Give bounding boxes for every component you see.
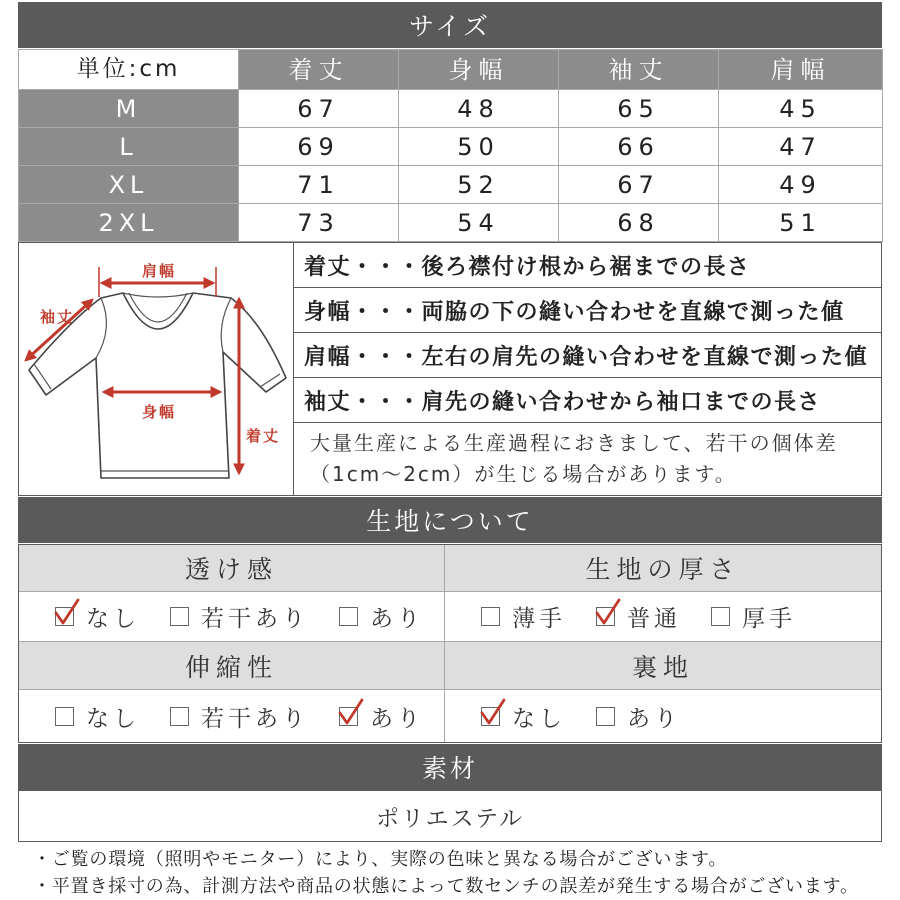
value-body-width: 54 [399, 204, 559, 242]
size-section-title: サイズ [18, 2, 882, 48]
option-label: なし [86, 705, 140, 732]
value-length: 71 [239, 166, 399, 204]
material-value: ポリエステル [18, 790, 882, 842]
column-header-sleeve-length: 袖丈 [559, 50, 719, 90]
checkbox-icon [170, 707, 189, 726]
definition-shoulder-width: 肩幅・・・左右の肩先の縫い合わせを直線で測った値 [294, 333, 881, 378]
material-section-title: 素材 [18, 744, 882, 790]
thickness-options [445, 592, 881, 642]
checkmark-icon [479, 697, 507, 727]
fabric-section-title: 生地について [18, 497, 882, 543]
option-thickness-normal [596, 600, 681, 633]
value-body-width: 48 [399, 90, 559, 128]
option-label: 若干あり [201, 705, 309, 732]
footer-notes [33, 846, 893, 900]
option-label: なし [86, 606, 140, 632]
value-length: 69 [239, 128, 399, 166]
checkbox-icon [481, 707, 500, 726]
shirt-diagram [19, 243, 294, 495]
definition-list [294, 243, 881, 495]
shoulder-width-label: 肩幅 [141, 262, 177, 280]
option-lining-yes [596, 700, 681, 733]
value-length: 73 [239, 204, 399, 242]
body-width-label: 身幅 [141, 403, 177, 421]
shirt-illustration [19, 243, 293, 495]
value-sleeve-length: 65 [559, 90, 719, 128]
fabric-properties [18, 544, 882, 743]
stretch-options [19, 690, 445, 742]
checkbox-icon [55, 707, 74, 726]
sheerness-options [19, 592, 445, 642]
footer-note: ・平置き採寸の為、計測方法や商品の状態によって数センチの誤差が発生する場合がございます。 [33, 876, 859, 897]
option-label: 普通 [627, 606, 681, 632]
back-neckline [123, 293, 193, 297]
column-header-body-width: 身幅 [399, 50, 559, 90]
definition-sleeve-length: 袖丈・・・肩先の縫い合わせから袖口までの長さ [294, 378, 881, 423]
option-label: あり [370, 606, 424, 632]
value-shoulder-width: 45 [719, 90, 883, 128]
option-label: なし [512, 705, 566, 732]
value-sleeve-length: 68 [559, 204, 719, 242]
measurement-guide [18, 242, 882, 496]
stretch-header: 伸縮性 [19, 642, 445, 690]
value-shoulder-width: 47 [719, 128, 883, 166]
option-stretch-none [55, 700, 140, 733]
option-thickness-thin [481, 600, 566, 633]
definition-body-width: 身幅・・・両脇の下の縫い合わせを直線で測った値 [294, 288, 881, 333]
value-body-width: 50 [399, 128, 559, 166]
note-line: 大量生産による生産過程におきまして、若干の個体差 [310, 431, 838, 455]
option-stretch-slight [170, 700, 309, 733]
checkmark-icon [53, 597, 81, 627]
checkbox-icon [170, 607, 189, 626]
unit-label: 単位:cm [19, 50, 239, 90]
value-shoulder-width: 51 [719, 204, 883, 242]
checkbox-icon [339, 607, 358, 626]
note-line: （1cm～2cm）が生じる場合があります。 [310, 462, 737, 486]
size-label: XL [19, 166, 239, 204]
table-row [19, 166, 883, 204]
option-thickness-thick [711, 600, 796, 633]
table-row [19, 90, 883, 128]
value-sleeve-length: 67 [559, 166, 719, 204]
option-label: 厚手 [742, 606, 796, 632]
option-sheer-none [55, 600, 140, 633]
sleeve-length-label: 袖丈 [39, 308, 75, 326]
footer-note: ・ご覧の環境（照明やモニター）により、実際の色味と異なる場合がございます。 [33, 849, 728, 870]
value-sleeve-length: 66 [559, 128, 719, 166]
option-label: あり [370, 705, 424, 732]
value-shoulder-width: 49 [719, 166, 883, 204]
size-label: M [19, 90, 239, 128]
option-label: 薄手 [512, 606, 566, 632]
option-sheer-slight [170, 600, 309, 633]
column-header-shoulder-width: 肩幅 [719, 50, 883, 90]
option-sheer-yes [339, 600, 424, 633]
checkbox-icon [711, 607, 730, 626]
value-body-width: 52 [399, 166, 559, 204]
lining-options [445, 690, 881, 742]
value-length: 67 [239, 90, 399, 128]
table-row [19, 128, 883, 166]
checkmark-icon [337, 697, 365, 727]
checkbox-icon [55, 607, 74, 626]
checkbox-icon [596, 707, 615, 726]
option-lining-none [481, 700, 566, 733]
production-note [294, 423, 881, 495]
length-label: 着丈 [245, 427, 281, 445]
size-label: 2XL [19, 204, 239, 242]
size-label: L [19, 128, 239, 166]
sheerness-header: 透け感 [19, 545, 445, 592]
checkbox-icon [596, 607, 615, 626]
option-label: あり [627, 705, 681, 732]
checkmark-icon [594, 597, 622, 627]
thickness-header: 生地の厚さ [445, 545, 881, 592]
size-header-row [19, 50, 883, 90]
table-row [19, 204, 883, 242]
option-stretch-yes [339, 700, 424, 733]
option-label: 若干あり [201, 606, 309, 632]
checkbox-icon [481, 607, 500, 626]
checkbox-icon [339, 707, 358, 726]
lining-header: 裏地 [445, 642, 881, 690]
column-header-length: 着丈 [239, 50, 399, 90]
definition-length: 着丈・・・後ろ襟付け根から裾までの長さ [294, 243, 881, 288]
size-table [18, 49, 883, 242]
